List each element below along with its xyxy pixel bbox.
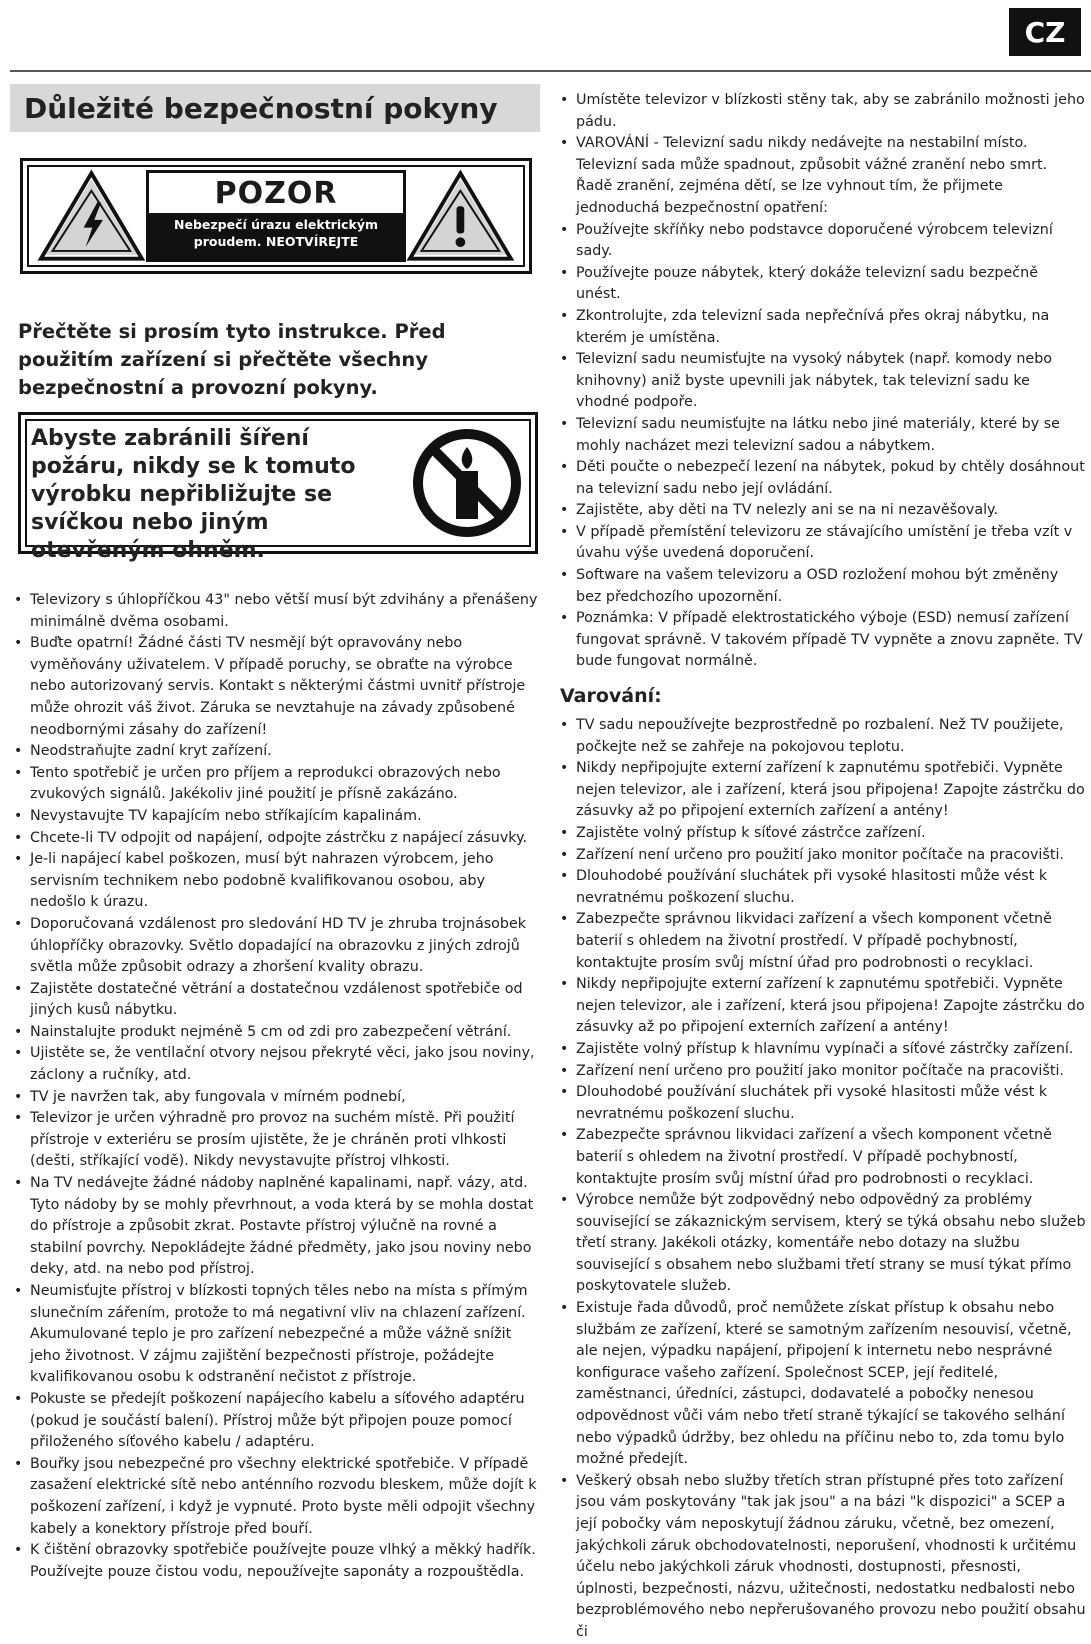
list-item: • Zařízení není určeno pro použití jako monitor počítače na pracovišti. [556, 845, 1086, 867]
list-item: • Je-li napájecí kabel poškozen, musí být nahrazen výrobcem, jeho servisním technikem nebo podobně kvalifikovanou osobou, aby nedošlo k úrazu. [10, 849, 540, 914]
list-item: • Zajistěte dostatečné větrání a dostatečnou vzdálenost spotřebiče od jiných kusů nábytku. [10, 979, 540, 1022]
header-rule [10, 70, 1091, 72]
list-item: • Existuje řada důvodů, proč nemůžete získat přístup k obsahu nebo službám ze zařízení, které se samotným zařízením nesouvisí, včetně, ale nejen, výpadku napájení, připojení k internetu nebo nesprávné konfigurace vašeho zařízení. Společnost SCEP, její ředitelé, zaměstnanci, úředníci, zástupci, dodavatelé a pobočky nenesou odpovědnost vůči vám nebo třetí straně týkající se takového selhání nebo výpadků údržby, bez ohledu na příčinu nebo to, zda tomu bylo možné předejít. [556, 1298, 1086, 1471]
list-item: • Zkontrolujte, zda televizní sada nepřečnívá přes okraj nábytku, na kterém je umístěna. [556, 306, 1086, 349]
list-item: • VAROVÁNÍ - Televizní sadu nikdy nedávejte na nestabilní místo. Televizní sada může spadnout, způsobit vážné zranění nebo smrt. Řadě zranění, zejména dětí, se lze vyhnout tím, že přijmete jednoduchá bezpečnostní opatření: [556, 133, 1086, 219]
fire-warning-text: Abyste zabránili šíření požáru, nikdy se k tomuto výrobku nepřibližujte se svíčkou nebo jiným otevřeným ohněm. [31, 426, 356, 563]
list-item: • Zařízení není určeno pro použití jako monitor počítače na pracovišti. [556, 1061, 1086, 1083]
right-safety-list [556, 90, 1086, 673]
list-item: • Ujistěte se, že ventilační otvory nejsou překryté věci, jako jsou noviny, záclony a ručníky, atd. [10, 1043, 540, 1086]
intro-text: Přečtěte si prosím tyto instrukce. Před použitím zařízení si přečtěte všechny bezpečnostní a provozní pokyny. [18, 320, 446, 399]
list-item: • Zabezpečte správnou likvidaci zařízení a všech komponent včetně baterií s ohledem na životní prostředí. V případě pochybností, kontaktujte prosím svůj místní úřad pro podrobnosti o recyklaci. [556, 1125, 1086, 1190]
list-item: • Nikdy nepřipojujte externí zařízení k zapnutému spotřebiči. Vypněte nejen televizor, ale i zařízení, která jsou připojena! Zapojte zástrčku do zásuvky až po připojení externích zařízení a antény! [556, 758, 1086, 823]
pozor-line-2: proudem. NEOTVÍREJTE [193, 234, 359, 249]
list-item: • Televizor je určen výhradně pro provoz na suchém místě. Při použití přístroje v exteriéru se prosím ujistěte, že je chráněn proti vlhkosti (dešti, stříkající vodě). Nikdy nevystavujte přístroj vlhkosti. [10, 1108, 540, 1173]
fire-warning-box [18, 412, 538, 563]
left-column [10, 84, 540, 1583]
right-column [556, 90, 1086, 1644]
list-item: • Televizní sadu neumisťujte na látku nebo jiné materiály, které by se mohly nacházet mezi televizní sadou a nábytkem. [556, 414, 1086, 457]
list-item: • Zajistěte volný přístup k hlavnímu vypínači a síťové zástrčky zařízení. [556, 1039, 1086, 1061]
list-item: • Televizní sadu neumisťujte na vysoký nábytek (např. komody nebo knihovny) aniž byste upevnili jak nábytek, tak televizní sadu ke vhodné podpoře. [556, 349, 1086, 414]
list-item: • Nainstalujte produkt nejméně 5 cm od zdi pro zabezpečení větrání. [10, 1022, 540, 1044]
left-safety-list [10, 590, 540, 1583]
list-item: • Nikdy nepřipojujte externí zařízení k zapnutému spotřebiči. Vypněte nejen televizor, ale i zařízení, která jsou připojena! Zapojte zástrčku do zásuvky až po připojení externích zařízení a antény! [556, 974, 1086, 1039]
list-item: • Bouřky jsou nebezpečné pro všechny elektrické spotřebiče. V případě zasažení elektrické sítě nebo anténního rozvodu bleskem, může dojít k poškození zařízení, i když je vypnuté. Proto byste měli odpojit všechny kabely a konektory přístroje před bouří. [10, 1454, 540, 1540]
pozor-box [146, 170, 406, 262]
list-item: • Zajistěte volný přístup k síťové zástrčce zařízení. [556, 823, 1086, 845]
list-item: • Zajistěte, aby děti na TV nelezly ani se na ni nezavěšovaly. [556, 500, 1086, 522]
list-item: • Tento spotřebič je určen pro příjem a reprodukci obrazových nebo zvukových signálů. Jakékoliv jiné použití je přísně zakázáno. [10, 763, 540, 806]
list-item: • Umístěte televizor v blízkosti stěny tak, aby se zabránilo možnosti jeho pádu. [556, 90, 1086, 133]
language-badge: CZ [1009, 8, 1081, 56]
list-item: • Neodstraňujte zadní kryt zařízení. [10, 741, 540, 763]
pozor-line-1: Nebezpečí úrazu elektrickým [174, 217, 379, 232]
list-item: • TV je navržen tak, aby fungovala v mírném podnebí, [10, 1087, 540, 1109]
pozor-heading: POZOR [214, 175, 338, 211]
warnings-list [556, 715, 1086, 1644]
list-item: • Na TV nedávejte žádné nádoby naplněné kapalinami, např. vázy, atd. Tyto nádoby by se mohly převrhnout, a voda která by se mohla dostat do přístroje a způsobit zkrat. Postavte přístroj výlučně na rovné a stabilní povrchy. Nepokládejte žádné předměty, jako jsou noviny nebo deky, atd. na nebo pod přístroj. [10, 1173, 540, 1281]
list-item: • Chcete-li TV odpojit od napájení, odpojte zástrčku z napájecí zásuvky. [10, 828, 540, 850]
warnings-heading: Varování: [560, 685, 662, 708]
list-item: • V případě přemístění televizoru ze stávajícího umístění je třeba vzít v úvahu výše uvedená doporučení. [556, 522, 1086, 565]
list-item: • Software na vašem televizoru a OSD rozložení mohou být změněny bez předchozího upozornění. [556, 565, 1086, 608]
list-item: • Výrobce nemůže být zodpovědný nebo odpovědný za problémy související se zákaznickým servisem, který se týká obsahu nebo služeb třetí strany. Jakékoli otázky, komentáře nebo dotazy na službu související s obsahem nebo službami třetí strany se musí týkat přímo poskytovatele služeb. [556, 1190, 1086, 1298]
list-item: • Používejte skříňky nebo podstavce doporučené výrobcem televizní sady. [556, 220, 1086, 263]
list-item: • Dlouhodobé používání sluchátek při vysoké hlasitosti může vést k nevratnému poškození sluchu. [556, 866, 1086, 909]
list-item: • Poznámka: V případě elektrostatického výboje (ESD) nemusí zařízení fungovat správně. V takovém případě TV vypněte a znovu zapněte. TV bude fungovat normálně. [556, 608, 1086, 673]
list-item: • TV sadu nepoužívejte bezprostředně po rozbalení. Než TV použijete, počkejte než se zahřeje na pokojovou teplotu. [556, 715, 1086, 758]
list-item: • Nevystavujte TV kapajícím nebo stříkajícím kapalinám. [10, 806, 540, 828]
no-open-flame-icon [411, 427, 523, 539]
list-item: • Dlouhodobé používání sluchátek při vysoké hlasitosti může vést k nevratnému poškození sluchu. [556, 1082, 1086, 1125]
list-item: • Buďte opatrní! Žádné části TV nesmějí být opravovány nebo vyměňovány uživatelem. V případě poruchy, se obraťte na výrobce nebo autorizovaný servis. Kontakt s některými částmi uvnitř přístroje může ohrozit váš život. Záruka se nevztahuje na závady způsobené neodbornými zásahy do zařízení! [10, 633, 540, 741]
list-item: • Zabezpečte správnou likvidaci zařízení a všech komponent včetně baterií s ohledem na životní prostředí. V případě pochybností, kontaktujte prosím svůj místní úřad pro podrobnosti o recyklaci. [556, 909, 1086, 974]
list-item: • Veškerý obsah nebo služby třetích stran přístupné přes toto zařízení jsou vám poskytovány "tak jak jsou" a na bázi "k dispozici" a SCEP a její pobočky vám neposkytují žádnou záruku, včetně, bez omezení, jakýchkoli záruk obchodovatelnosti, neporušení, vhodnosti k určitému účelu nebo jakýchkoli záruk vhodnosti, dostupnosti, přesnosti, úplnosti, bezpečnosti, názvu, užitečnosti, nedostatku nedbalosti nebo bezproblémového nebo nepřerušovaného provozu nebo použití obsahu či [556, 1471, 1086, 1644]
list-item: • Děti poučte o nebezpečí lezení na nábytek, pokud by chtěly dosáhnout na televizní sadu nebo její ovládání. [556, 457, 1086, 500]
list-item: • Televizory s úhlopříčkou 43" nebo větší musí být zdvihány a přenášeny minimálně dvěma osobami. [10, 590, 540, 633]
list-item: • K čištění obrazovky spotřebiče používejte pouze vlhký a měkký hadřík. Používejte pouze čistou vodu, nepoužívejte saponáty a rozpouštědla. [10, 1540, 540, 1583]
list-item: • Používejte pouze nábytek, který dokáže televizní sadu bezpečně unést. [556, 263, 1086, 306]
list-item: • Doporučovaná vzdálenost pro sledování HD TV je zhruba trojnásobek úhlopříčky obrazovky. Světlo dopadající na obrazovku z jiných zdrojů světla může způsobit odrazy a zhoršení kvality obrazu. [10, 914, 540, 979]
exclamation-warning-icon [406, 168, 515, 264]
page-title: Důležité bezpečnostní pokyny [10, 84, 540, 132]
list-item: • Pokuste se předejít poškození napájecího kabelu a síťového adaptéru (pokud je součástí balení). Přístroj může být připojen pouze pomocí přiloženého síťového kabelu / adaptéru. [10, 1389, 540, 1454]
high-voltage-icon [37, 168, 146, 264]
list-item: • Neumisťujte přístroj v blízkosti topných těles nebo na místa s přímým slunečním zářením, protože to má negativní vliv na chlazení zařízení. Akumulované teplo je pro zařízení nebezpečné a může vážně snížit jeho životnost. V zájmu zajištění bezpečnosti přístroje, požádejte kvalifikovanou osobu k odstranění nečistot z přístroje. [10, 1281, 540, 1389]
pozor-subtext [149, 213, 403, 259]
electric-shock-warning-label [20, 158, 532, 274]
